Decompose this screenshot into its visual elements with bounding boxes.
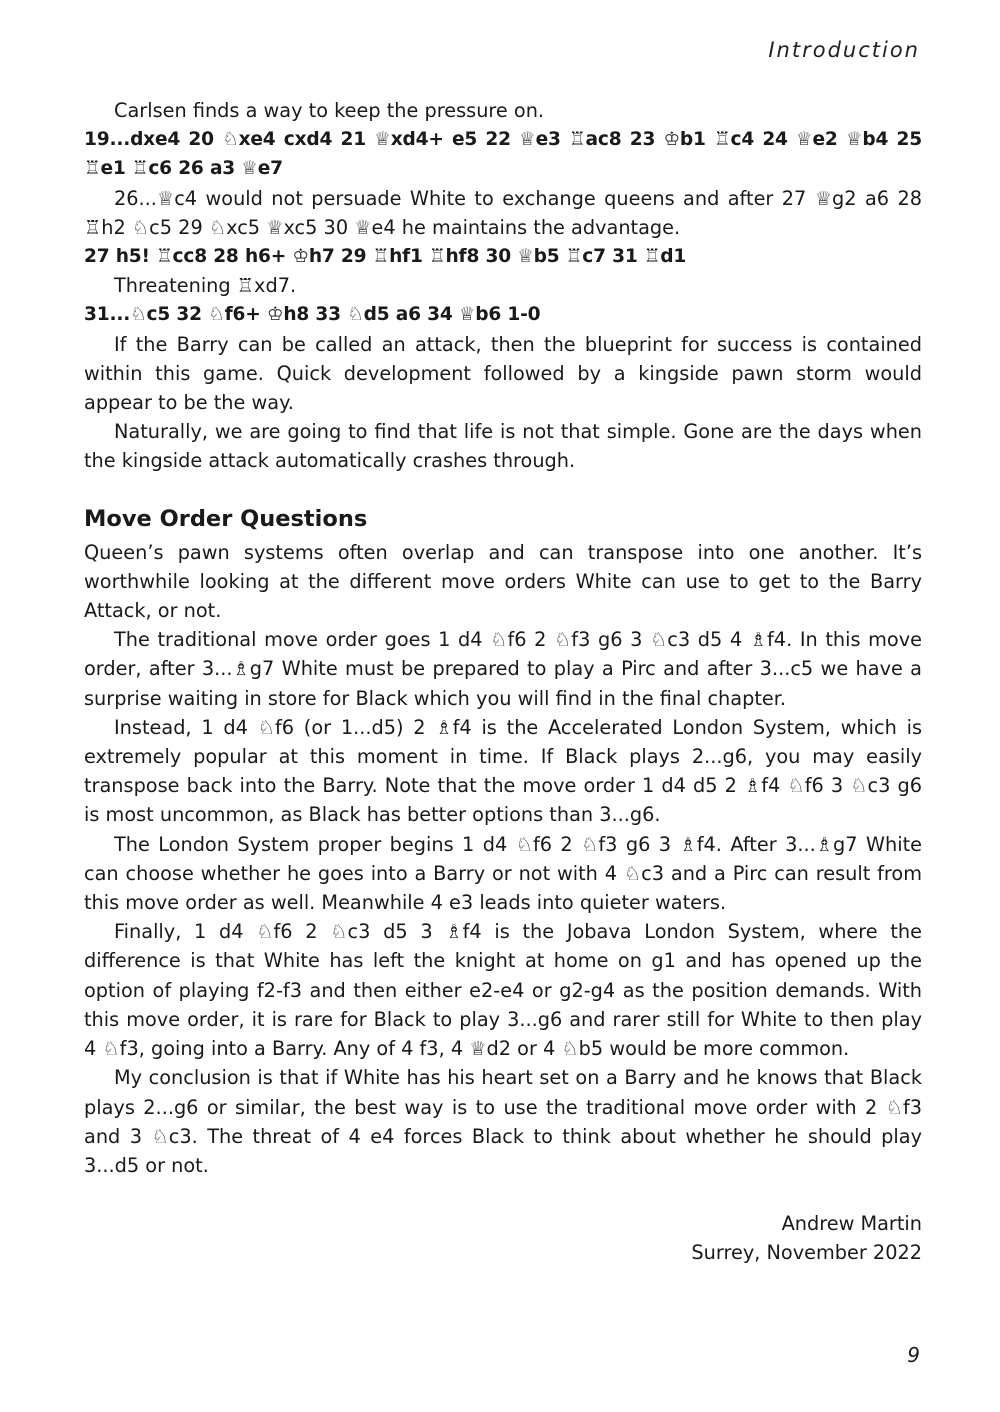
section-paragraph: Instead, 1 d4 ♘f6 (or 1...d5) 2 ♗f4 is the Accelerated London System, which is extremely popular at this moment in time. If Black plays 2...g6, you may easily transpose back into the Barry. Note that the move order 1 d4 d5 2 ♗f4 ♘f6 3 ♘c3 g6 is most uncommon, as Black has better options than 3...g6. [84,715,922,827]
page-number: 9 [907,1343,920,1367]
running-header: Introduction [768,38,920,62]
author-name: Andrew Martin [781,1212,922,1236]
signature [84,1209,922,1267]
section-paragraph: The London System proper begins 1 d4 ♘f6 2 ♘f3 g6 3 ♗f4. After 3...♗g7 White can choose whether he goes into a Barry or not with 4 ♘c3 and a Pirc can result from this move order as well. Meanwhile 4 e3 leads into quieter waters. [84,832,922,915]
main-text [84,96,922,1268]
body-paragraph: Naturally, we are going to find that life is not that simple. Gone are the days when the kingside attack automatically crashes through. [84,420,922,473]
section-paragraph: Finally, 1 d4 ♘f6 2 ♘c3 d5 3 ♗f4 is the Jobava London System, where the difference is that White has left the knight at home on g1 and has opened up the option of playing f2-f3 and then either e2-e4 or g2-g4 as the position demands. With this move order, it is rare for Black to play 3...g6 and rarer still for White to then play 4 ♘f3, going into a Barry. Any of 4 f3, 4 ♕d2 or 4 ♘b5 would be more common. [84,920,922,1061]
move-line: 19...dxe4 20 ♘xe4 cxd4 21 ♕xd4+ e5 22 ♕e3 ♖ac8 23 ♔b1 ♖c4 24 ♕e2 ♕b4 25 ♖e1 ♖c6 26 a3 ♕e7 [84,129,922,180]
section-paragraph: Queen’s pawn systems often overlap and can transpose into one another. It’s worthwhile looking at the different move orders White can use to get to the Barry Attack, or not. [84,540,922,623]
move-line: 31...♘c5 32 ♘f6+ ♔h8 33 ♘d5 a6 34 ♕b6 1-0 [84,304,541,326]
section-paragraph: The traditional move order goes 1 d4 ♘f6 2 ♘f3 g6 3 ♘c3 d5 4 ♗f4. In this move order, after 3...♗g7 White must be prepared to play a Pirc and after 3...c5 we have a surprise waiting in store for Black which you will find in the final chapter. [84,628,922,710]
section-heading: Move Order Questions [84,505,368,532]
place-date: Surrey, November 2022 [691,1241,922,1265]
body-paragraph: Carlsen finds a way to keep the pressure on. [114,99,545,122]
body-paragraph: If the Barry can be called an attack, then the blueprint for success is contained within this game. Quick development followed by a kingside pawn storm would appear to be the way. [84,332,922,415]
body-paragraph: 26...♕c4 would not persuade White to exchange queens and after 27 ♕g2 a6 28 ♖h2 ♘c5 29 ♘xc5 ♕xc5 30 ♕e4 he maintains the advantage. [84,186,922,239]
body-paragraph: Threatening ♖xd7. [114,274,297,298]
section-paragraph: My conclusion is that if White has his heart set on a Barry and he knows that Black plays 2...g6 or similar, the best way is to use the traditional move order with 2 ♘f3 and 3 ♘c3. The threat of 4 e4 forces Black to think about whether he should play 3...d5 or not. [84,1066,922,1177]
move-line: 27 h5! ♖cc8 28 h6+ ♔h7 29 ♖hf1 ♖hf8 30 ♕b5 ♖c7 31 ♖d1 [84,246,687,268]
